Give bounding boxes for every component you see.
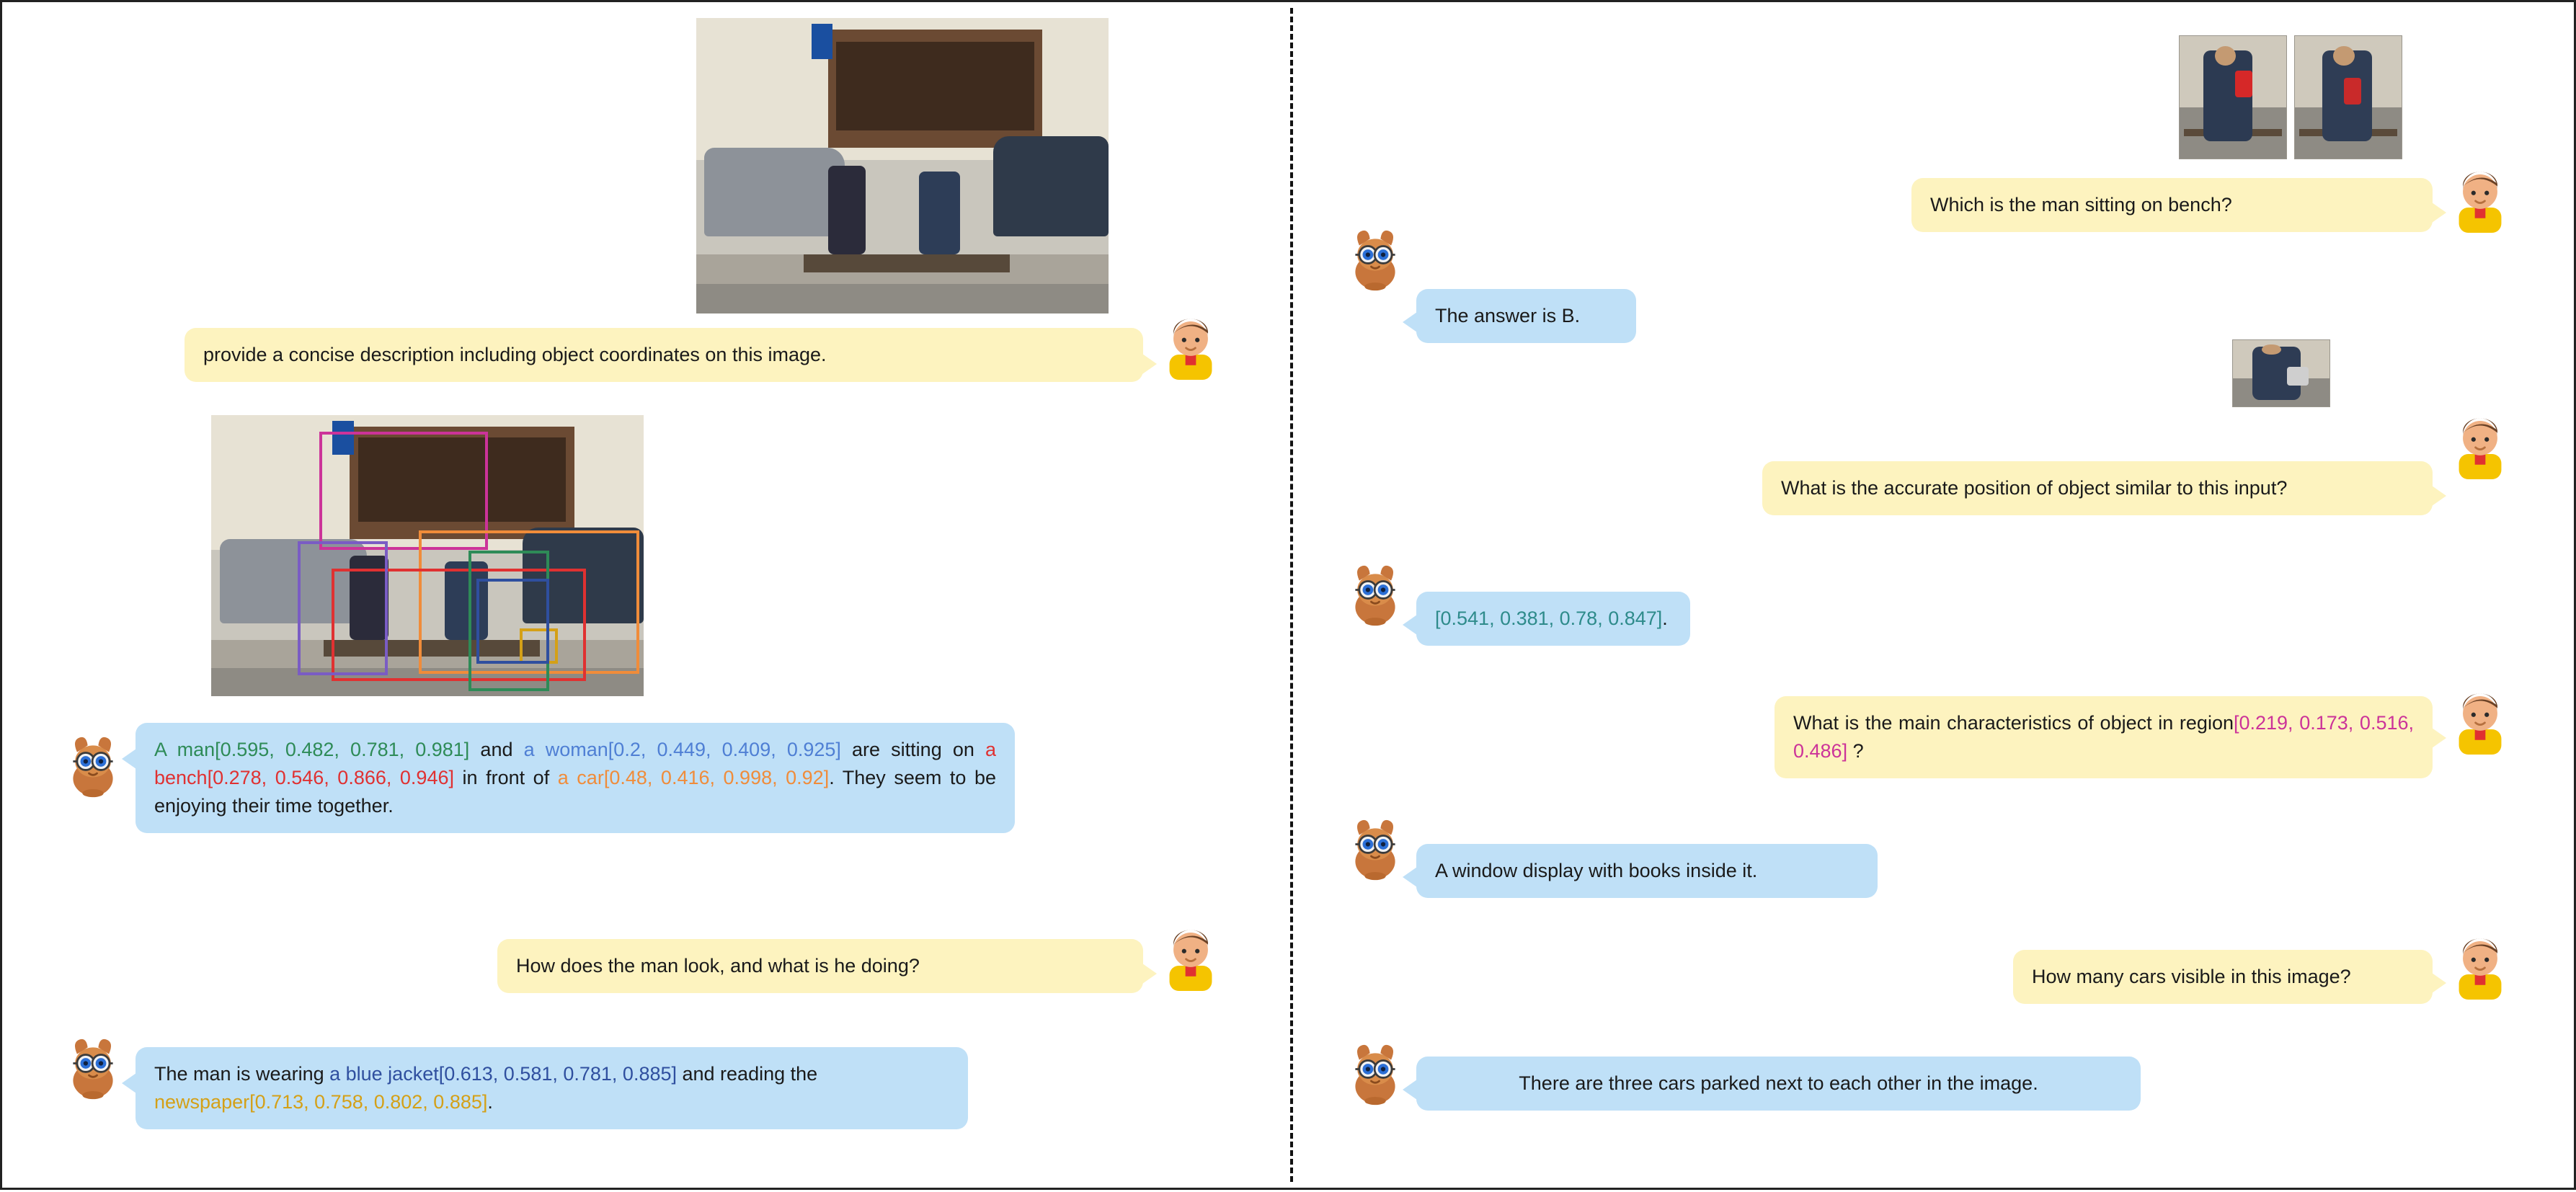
- turn-man-question-text: How does the man look, and what is he doing?: [516, 955, 920, 977]
- coord-car-label: a car: [557, 767, 604, 789]
- coord-car-value: [0.48, 0.416, 0.998, 0.92]: [603, 767, 830, 789]
- man-answer-mid: and reading the: [677, 1063, 818, 1085]
- street-scene-photo: [696, 18, 1109, 313]
- user-avatar-r2: [2447, 413, 2513, 479]
- coord-newspaper-label: newspaper: [154, 1091, 250, 1113]
- coord-bench-label: a bench: [154, 739, 997, 789]
- turn-describe-answer: [136, 723, 1015, 833]
- coord-position-period: .: [1662, 608, 1668, 629]
- turn-how-many-cars: [2013, 950, 2433, 1004]
- desc-and: and: [469, 739, 524, 760]
- right-dialogue-panel: [1290, 2, 2576, 1192]
- turn-man-answer: [136, 1047, 968, 1129]
- crop-query-man: [2232, 339, 2330, 407]
- user-avatar-r4: [2447, 933, 2513, 1000]
- desc-sitting: are sitting on: [840, 739, 985, 760]
- turn-cars-answer-text: There are three cars parked next to each other in the image.: [1519, 1072, 2038, 1094]
- turn-how-many-cars-text: How many cars visible in this image?: [2032, 966, 2351, 987]
- turn-which-man-text: Which is the man sitting on bench?: [1930, 194, 2232, 215]
- assistant-avatar-r2: [1342, 561, 1408, 627]
- crop-option-b: [2294, 35, 2402, 159]
- coord-woman-label: a woman: [523, 739, 608, 760]
- coord-bench-value: [0.278, 0.546, 0.866, 0.946]: [207, 767, 454, 789]
- crop-option-a: [2179, 35, 2287, 159]
- assistant-avatar: [60, 732, 126, 799]
- desc-infront: in front of: [454, 767, 558, 789]
- coord-man-label: A man: [154, 739, 216, 760]
- coord-newspaper-value: [0.713, 0.758, 0.802, 0.885]: [249, 1091, 488, 1113]
- coord-woman-value: [0.2, 0.449, 0.409, 0.925]: [608, 739, 841, 760]
- assistant-avatar-r4: [1342, 1040, 1408, 1106]
- turn-man-question: [497, 939, 1143, 993]
- coord-region-value: [0.219, 0.173, 0.516, 0.486]: [1793, 712, 2414, 762]
- turn-main-characteristics: [1775, 696, 2433, 778]
- assistant-avatar-r3: [1342, 815, 1408, 881]
- turn-accurate-position-text: What is the accurate position of object similar to this input?: [1781, 477, 2288, 499]
- main-char-prefix: What is the main characteristics of object in region: [1793, 712, 2234, 734]
- turn-window-answer-text: A window display with books inside it.: [1435, 860, 1758, 881]
- turn-accurate-position: [1762, 461, 2433, 515]
- assistant-avatar-r1: [1342, 226, 1408, 292]
- coord-jacket-label: a blue jacket: [329, 1063, 439, 1085]
- turn-position-answer: [1416, 592, 1690, 646]
- bbox-blue-jacket: [476, 579, 549, 664]
- man-answer-period: .: [487, 1091, 493, 1113]
- user-avatar-r3: [2447, 688, 2513, 755]
- turn-describe-request: [185, 328, 1143, 382]
- main-char-suffix: ?: [1847, 740, 1864, 762]
- coord-man-value: [0.595, 0.482, 0.781, 0.981]: [215, 739, 470, 760]
- bbox-woman-blue: [298, 541, 388, 675]
- turn-window-answer: [1416, 844, 1878, 898]
- left-dialogue-panel: [2, 2, 1290, 1192]
- coord-jacket-value: [0.613, 0.581, 0.781, 0.885]: [438, 1063, 677, 1085]
- assistant-avatar-2: [60, 1034, 126, 1100]
- turn-answer-b-text: The answer is B.: [1435, 305, 1581, 326]
- user-avatar-r1: [2447, 166, 2513, 233]
- man-answer-prefix: The man is wearing: [154, 1063, 330, 1085]
- turn-answer-b: [1416, 289, 1636, 343]
- coord-position-value: [0.541, 0.381, 0.78, 0.847]: [1435, 608, 1663, 629]
- street-scene-photo-with-boxes: [211, 415, 644, 696]
- turn-which-man: [1911, 178, 2433, 232]
- user-avatar: [1158, 313, 1224, 380]
- turn-cars-answer: [1416, 1057, 2141, 1111]
- desc-tail: . They seem to be enjoying their time together.: [154, 767, 996, 817]
- user-avatar-2: [1158, 925, 1224, 991]
- turn-describe-request-text: provide a concise description including object coordinates on this image.: [203, 344, 827, 365]
